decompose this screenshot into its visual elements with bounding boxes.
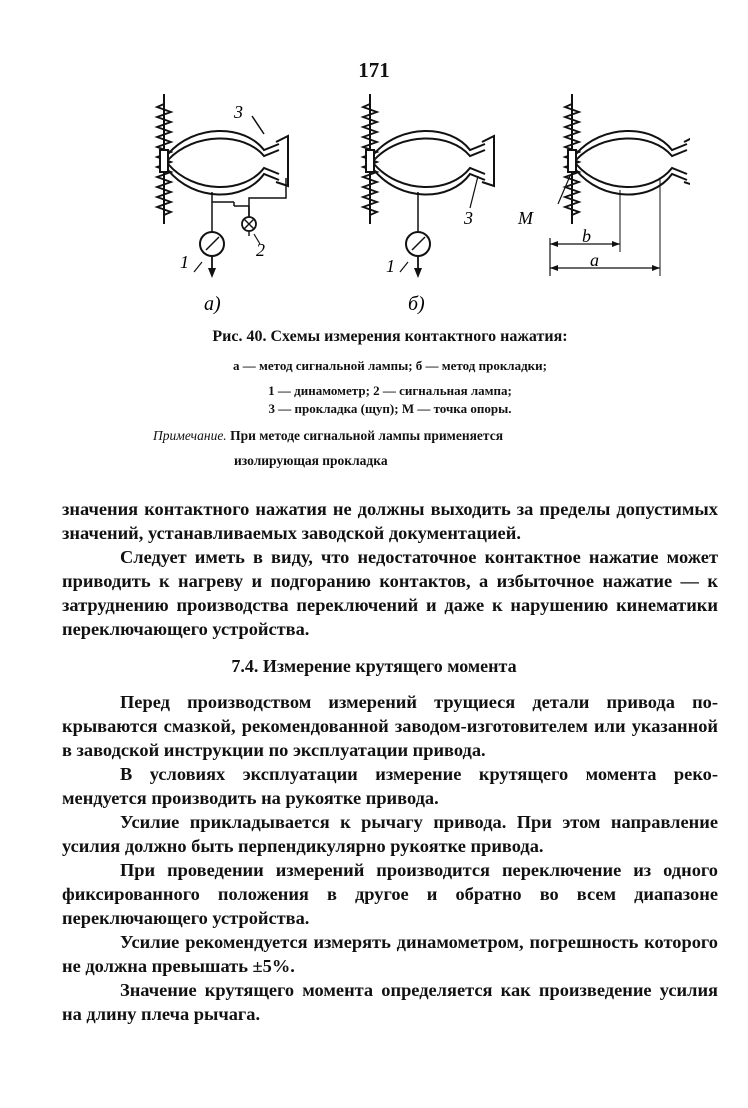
sublabel-a: а) [204,293,221,315]
figure-note-line1 [153,428,503,444]
figure-caption-methods: а — метод сигнальной лампы; б — метод прокладки; [232,358,547,373]
label-a-3: 3 [234,102,243,122]
label-b-1: 1 [386,256,395,276]
figure-note-line2: изолирующая прокладка [234,453,388,468]
diagram-b [363,94,494,278]
diagram-c [550,94,690,276]
label-c-a: a [590,250,599,270]
label-b-3: 3 [464,208,473,228]
sublabel-b: б) [408,293,425,315]
section-paragraph-4: При проведении измерений производится переключение из одного фиксированного положения в другое и обратно во всем диапазоне переключающего устройства. [62,860,718,928]
diagram-a [157,94,288,278]
figure-caption-title: Рис. 40. Схемы измерения контактного нажатия: [212,328,568,345]
label-c-b: b [582,226,591,246]
contact-pressure-figure [130,90,690,318]
label-a-2: 2 [256,240,265,260]
label-c-m: М [518,208,533,228]
figure-note-label: Примечание. [153,428,227,443]
section-paragraph-1: Перед производством измерений трущиеся детали привода покрываются смазкой, рекомендованной заводом-изготовителем или указанной в заводской инструкции по эксплуатации привода. [62,692,718,760]
label-a-1: 1 [180,252,189,272]
section-paragraph-5: Усилие рекомендуется измерять динамометром, погрешность которого не должна превышать ±5%. [62,932,718,976]
section-title: 7.4. Измерение крутящего момента [231,656,517,676]
section-paragraph-6: Значение крутящего момента определяется как произведение усилия на длину плеча рычага. [62,980,718,1024]
section-paragraph-3: Усилие прикладывается к рычагу привода. При этом направление усилия должно быть перпендикулярно рукоятке привода. [62,812,718,856]
figure-legend-line2: 3 — прокладка (щуп); М — точка опоры. [268,401,512,416]
page-number: 171 [358,58,390,82]
paragraph-continuation: значения контактного нажатия не должны выходить за пределы допустимых значений, устанавливаемых заводской документацией. [62,499,718,543]
paragraph-contact-pressure: Следует иметь в виду, что недостаточное контактное нажатие может приводить к нагреву и подгоранию контактов, а избыточное нажатие — к затруднению производства переключений и даже к нарушению кинематики переключающего устройства. [62,547,718,639]
figure-note-text1: При методе сигнальной лампы применяется [226,428,503,443]
section-paragraph-2: В условиях эксплуатации измерение крутящего момента рекомендуется производить на рукоятке привода. [62,764,718,808]
figure-legend-line1: 1 — динамометр; 2 — сигнальная лампа; [268,383,512,398]
